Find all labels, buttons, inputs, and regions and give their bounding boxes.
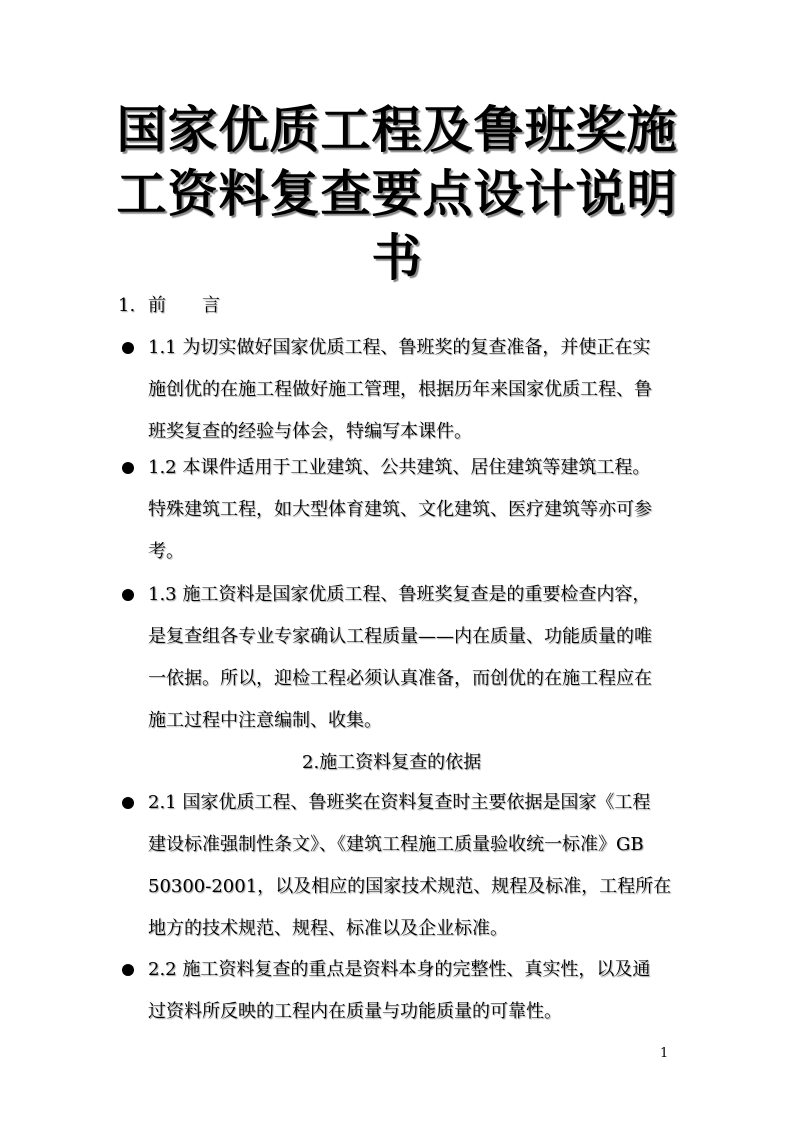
page-number: 1 xyxy=(660,1046,669,1061)
paragraph-line: 1.2 本课件适用于工业建筑、公共建筑、居住建筑等建筑工程。 xyxy=(148,457,651,478)
paragraph-line: 一依据。所以，迎检工程必须认真准备，而创优的在施工程应在 xyxy=(148,668,652,689)
paragraph-line: 1.1 为切实做好国家优质工程、鲁班奖的复查准备，并使正在实 xyxy=(148,337,651,358)
paragraph-line: 过资料所反映的工程内在质量与功能质量的可靠性。 xyxy=(148,1001,562,1022)
bullet-icon xyxy=(122,797,134,809)
paragraph-line: 施工过程中注意编制、收集。 xyxy=(148,710,382,731)
section-label: 前 言 xyxy=(148,295,220,316)
bullet-icon xyxy=(122,342,134,354)
document-title xyxy=(100,98,694,290)
paragraph-line: 2.2 施工资料复查的重点是资料本身的完整性、真实性，以及通 xyxy=(148,959,651,980)
section-number: 1. xyxy=(118,295,136,316)
paragraph-line: 考。 xyxy=(148,541,184,562)
paragraph-line: 1.3 施工资料是国家优质工程、鲁班奖复查是的重要检查内容， xyxy=(148,584,651,605)
paragraph-line: 2.1 国家优质工程、鲁班奖在资料复查时主要依据是国家《工程 xyxy=(148,792,651,813)
paragraph-line: 是复查组各专业专家确认工程质量——内在质量、功能质量的唯 xyxy=(148,626,652,647)
bullet-icon xyxy=(122,589,134,601)
paragraph-2-2 xyxy=(148,949,678,1033)
paragraph-line: 建设标准强制性条文》、《建筑工程施工质量验收统一标准》GB xyxy=(148,834,644,855)
paragraph-line: 施创优的在施工程做好施工管理，根据历年来国家优质工程、鲁 xyxy=(148,379,652,400)
paragraph-line: 特殊建筑工程，如大型体育建筑、文化建筑、医疗建筑等亦可参 xyxy=(148,499,652,520)
title-line-2: 工资料复查要点设计说明 xyxy=(116,165,678,223)
bullet-icon xyxy=(122,964,134,976)
bullet-icon xyxy=(122,462,134,474)
title-line-1: 国家优质工程及鲁班奖施 xyxy=(116,101,678,159)
paragraph-1-2 xyxy=(148,447,678,573)
paragraph-1-1 xyxy=(148,327,678,453)
section-heading-2: 2.施工资料复查的依据 xyxy=(302,752,482,773)
paragraph-line: 地方的技术规范、规程、标准以及企业标准。 xyxy=(148,918,508,939)
paragraph-2-1 xyxy=(148,782,678,950)
paragraph-line: 50300-2001，以及相应的国家技术规范、规程及标准，工程所在 xyxy=(148,876,672,897)
title-line-3: 书 xyxy=(371,229,423,287)
paragraph-1-3 xyxy=(148,574,678,742)
paragraph-line: 班奖复查的经验与体会，特编写本课件。 xyxy=(148,421,472,442)
section-heading-1 xyxy=(118,294,220,318)
